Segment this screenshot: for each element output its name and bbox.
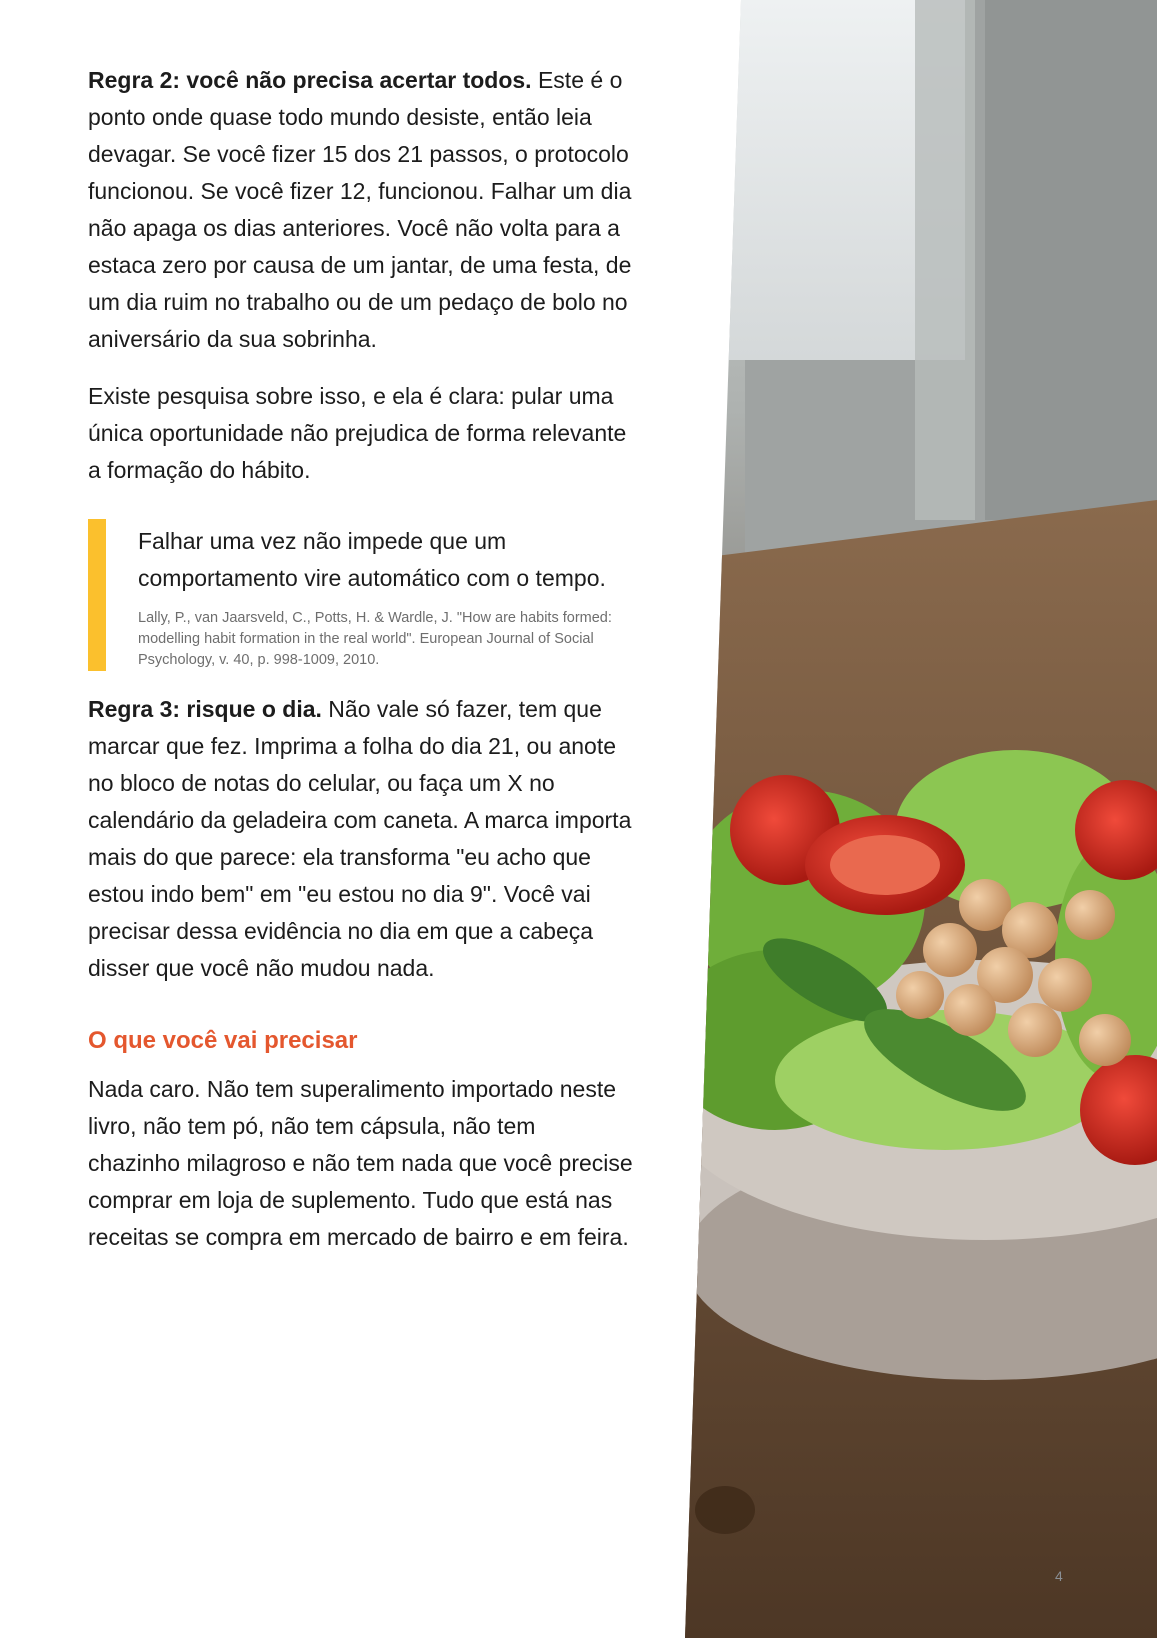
rule-2-body: Este é o ponto onde quase todo mundo desiste, então leia devagar. Se você fizer 15 dos 21 passos, o protocolo funcionou. Se você fizer 12, funcionou. Falhar um dia não apaga os dias anteriores. Você não volta para a estaca zero por causa de um jantar, de uma festa, de um dia ruim no trabalho ou de um pedaço de bolo no aniversário da sua sobrinha. bbox=[88, 67, 632, 352]
section-heading: O que você vai precisar bbox=[88, 1027, 358, 1054]
quote-accent-bar bbox=[88, 519, 106, 671]
text-column bbox=[88, 62, 633, 1276]
quote-citation: Lally, P., van Jaarsveld, C., Potts, H. & Wardle, J. "How are habits formed: modelling habit formation in the real world". European Journal of Social Psychology, v. 40, p. 998-1009, 2010. bbox=[138, 610, 612, 668]
rule-3-body: Não vale só fazer, tem que marcar que fez. Imprima a folha do dia 21, ou anote no bloco de notas do celular, ou faça um X no calendário da geladeira com caneta. A marca importa mais do que parece: ela transforma "eu acho que estou indo bem" em "eu estou no dia 9". Você vai precisar dessa evidência no dia em que a cabeça disser que você não mudou nada. bbox=[88, 696, 632, 981]
rule-3-title: Regra 3: risque o dia. bbox=[88, 696, 322, 722]
pull-quote bbox=[88, 519, 633, 671]
page-number: 4 bbox=[1055, 1568, 1063, 1584]
salad-illustration bbox=[685, 0, 1157, 1638]
quote-text: Falhar uma vez não impede que um comportamento vire automático com o tempo. bbox=[138, 528, 606, 591]
salad-bowl-photo bbox=[685, 0, 1157, 1638]
rule-2-paragraph bbox=[88, 62, 633, 358]
rule-2-title: Regra 2: você não precisa acertar todos. bbox=[88, 67, 532, 93]
section-body: Nada caro. Não tem superalimento importado neste livro, não tem pó, não tem cápsula, não tem chazinho milagroso e não tem nada que você precise comprar em loja de suplemento. Tudo que está nas receitas se compra em mercado de bairro e em feira. bbox=[88, 1076, 633, 1250]
rule-3-paragraph bbox=[88, 691, 633, 987]
research-paragraph: Existe pesquisa sobre isso, e ela é clara: pular uma única oportunidade não prejudica de forma relevante a formação do hábito. bbox=[88, 383, 627, 483]
